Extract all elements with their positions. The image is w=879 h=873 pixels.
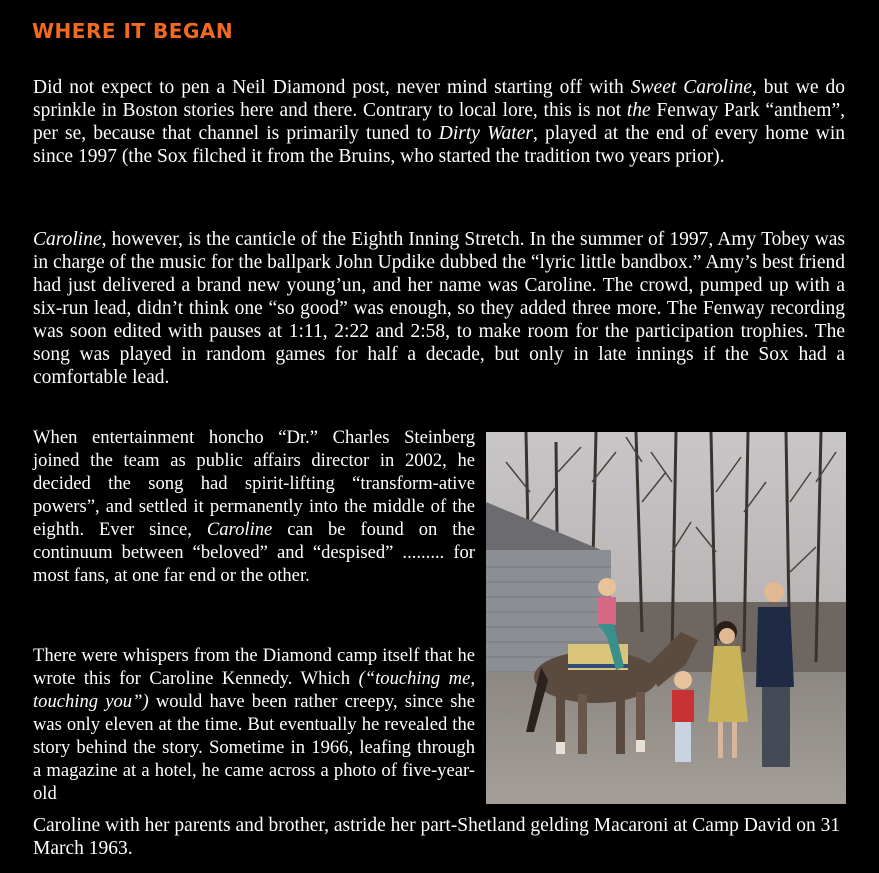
section-heading: WHERE IT BEGAN <box>32 19 234 43</box>
text-run: , but we do sprinkle in Boston stories here and there. Contrary to local lore, this is not <box>33 77 845 121</box>
paragraph-eighth-inning <box>33 228 845 389</box>
italic-run: Dirty Water <box>438 123 533 144</box>
paragraph-sweet-caroline-intro <box>33 76 845 168</box>
text-run: , played at the end of every home win since 1997 (the Sox filched it from the Bruins, who started the tradition two years prior). <box>33 123 845 167</box>
text-run: Did not expect to pen a Neil Diamond post, never mind starting off with <box>33 77 631 98</box>
italic-run: Caroline <box>33 229 102 250</box>
kennedy-family-photo <box>486 432 846 804</box>
text-run: would have been rather creepy, since she was only eleven at the time. But eventually he revealed the story behind the story. Sometime in 1966, leafing through a magazine at a hotel, he came across a photo of five-year-old <box>33 691 475 804</box>
paragraph-diamond-camp <box>33 644 475 805</box>
italic-run: Caroline <box>206 519 273 540</box>
text-run: Fenway Park “anthem”, per se, because that channel is primarily tuned to <box>33 100 846 144</box>
paragraph-steinberg <box>33 426 475 587</box>
paragraph-caroline-tail: Caroline with her parents and brother, astride her part-Shetland gelding Macaroni at Camp David on 31 March 1963. <box>33 815 841 859</box>
text-run: When entertainment honcho “Dr.” Charles Steinberg joined the team as public affairs director in 2002, he decided the song had spirit-lifting “transform-ative powers”, and settled it permanently into the middle of the eighth. Ever since, <box>33 427 475 540</box>
italic-run: Sweet Caroline <box>630 77 752 98</box>
text-run: can be found on the continuum between “beloved” and “despised” ......... for most fans, at one far end or the other. <box>33 519 475 586</box>
italic-run: (“touching me, touching you”) <box>33 668 475 712</box>
italic-run: the <box>626 100 651 121</box>
text-run: There were whispers from the Diamond camp itself that he wrote this for Caroline Kennedy. Which <box>33 645 475 689</box>
text-run: , however, is the canticle of the Eighth Inning Stretch. In the summer of 1997, Amy Tobey was in charge of the music for the ballpark John Updike dubbed the “lyric little bandbox.” Amy’s best friend had just delivered a brand new young’un, and her name was Caroline. The crowd, pumped up with a six-run lead, didn’t think one “so good” was enough, so they added three more. The Fenway recording was soon edited with pauses at 1:11, 2:22 and 2:58, to make room for the participation trophies. The song was played in random games for half a decade, but only in late innings if the Sox had a comfortable lead. <box>33 229 845 388</box>
